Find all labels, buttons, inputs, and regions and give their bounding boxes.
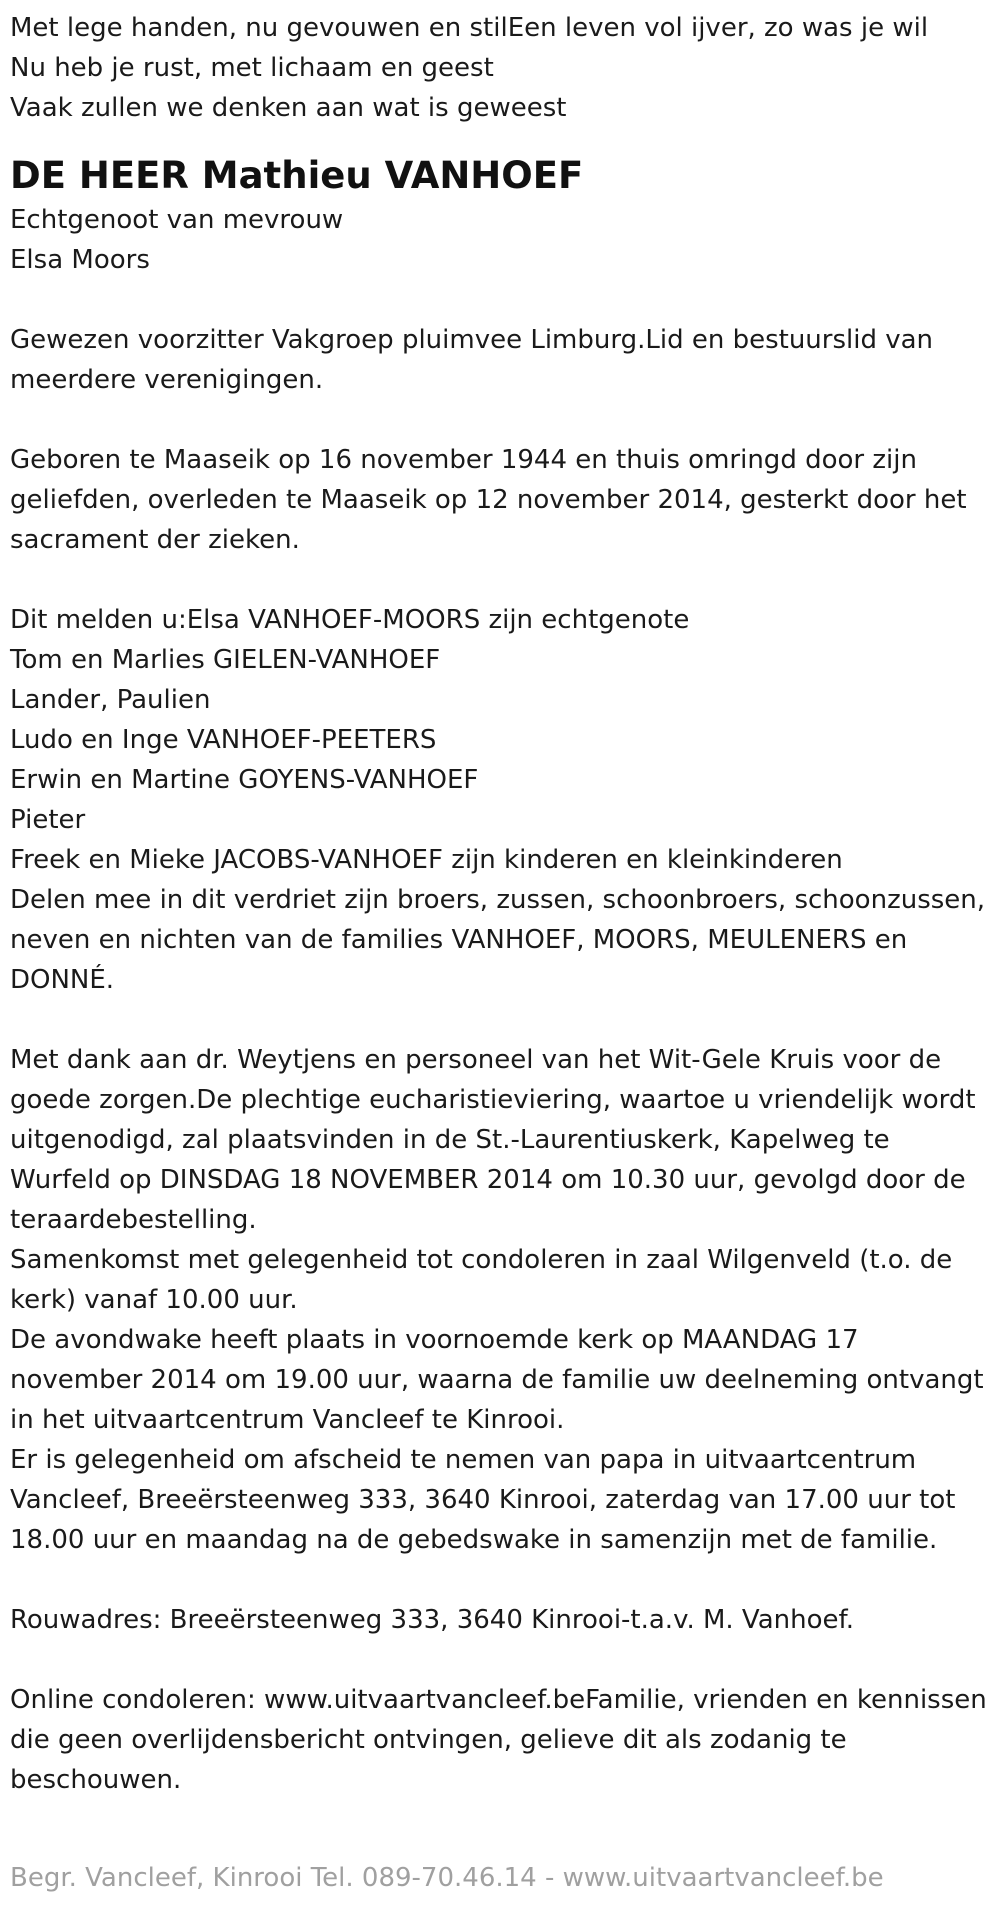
poem-line: Vaak zullen we denken aan wat is geweest (10, 93, 567, 123)
poem (10, 8, 990, 128)
family-line: Erwin en Martine GOYENS-VANHOEF (10, 765, 479, 795)
ceremony-info (10, 1040, 990, 1560)
ceremony-paragraph: Samenkomst met gelegenheid tot condoleren in zaal Wilgenveld (t.o. de kerk) vanaf 10.00 uur. (10, 1245, 953, 1315)
family-line: Pieter (10, 805, 86, 835)
spacer (10, 1000, 990, 1040)
funeral-home-footer: Begr. Vancleef, Kinrooi Tel. 089-70.46.14 - www.uitvaartvancleef.be (10, 1863, 884, 1893)
spacer (10, 560, 990, 600)
spacer (10, 1640, 990, 1680)
spacer (10, 280, 990, 320)
deceased-name: DE HEER Mathieu VANHOEF (10, 154, 584, 197)
family-line: Lander, Paulien (10, 685, 211, 715)
spacer (10, 400, 990, 440)
mourning-address: Rouwadres: Breeërsteenweg 333, 3640 Kinrooi-t.a.v. M. Vanhoef. (10, 1605, 855, 1635)
spouse-name: Elsa Moors (10, 245, 150, 275)
ceremony-paragraph: Met dank aan dr. Weytjens en personeel van het Wit-Gele Kruis voor de goede zorgen.De plechtige eucharistieviering, waartoe u vriendelijk wordt uitgenodigd, zal plaatsvinden in de St.-Laurentiuskerk, Kapelweg te Wurfeld op DINSDAG 18 NOVEMBER 2014 om 10.30 uur, gevolgd door de teraardebestelling. (10, 1045, 976, 1235)
bio-paragraph: Gewezen voorzitter Vakgroep pluimvee Limburg.Lid en bestuurslid van meerdere verenigingen. (10, 325, 934, 395)
poem-line: Met lege handen, nu gevouwen en stilEen leven vol ijver, zo was je wil (10, 13, 929, 43)
poem-line: Nu heb je rust, met lichaam en geest (10, 53, 494, 83)
online-condolences: Online condoleren: www.uitvaartvancleef.beFamilie, vrienden en kennissen die geen overlijdensbericht ontvingen, gelieve dit als zodanig te beschouwen. (10, 1685, 987, 1795)
family-line: Ludo en Inge VANHOEF-PEETERS (10, 725, 437, 755)
family-line: Tom en Marlies GIELEN-VANHOEF (10, 645, 441, 675)
ceremony-paragraph: Er is gelegenheid om afscheid te nemen van papa in uitvaartcentrum Vancleef, Breeërsteenweg 333, 3640 Kinrooi, zaterdag van 17.00 uur tot 18.00 uur en maandag na de gebedswake in samenzijn met de familie. (10, 1445, 956, 1555)
spacer (10, 1560, 990, 1600)
family-list (10, 600, 990, 1000)
family-line: Freek en Mieke JACOBS-VANHOEF zijn kinderen en kleinkinderen (10, 845, 843, 875)
spouse-line: Echtgenoot van mevrouw (10, 205, 344, 235)
family-line: Delen mee in dit verdriet zijn broers, zussen, schoonbroers, schoonzussen, neven en nichten van de families VANHOEF, MOORS, MEULENERS en DONNÉ. (10, 885, 986, 995)
spacer (10, 128, 990, 152)
ceremony-paragraph: De avondwake heeft plaats in voornoemde kerk op MAANDAG 17 november 2014 om 19.00 uur, waarna de familie uw deelneming ontvangt in het uitvaartcentrum Vancleef te Kinrooi. (10, 1325, 984, 1435)
birth-death-paragraph: Geboren te Maaseik op 16 november 1944 en thuis omringd door zijn geliefden, overleden te Maaseik op 12 november 2014, gesterkt door het sacrament der zieken. (10, 445, 967, 555)
family-line: Dit melden u:Elsa VANHOEF-MOORS zijn echtgenote (10, 605, 690, 635)
